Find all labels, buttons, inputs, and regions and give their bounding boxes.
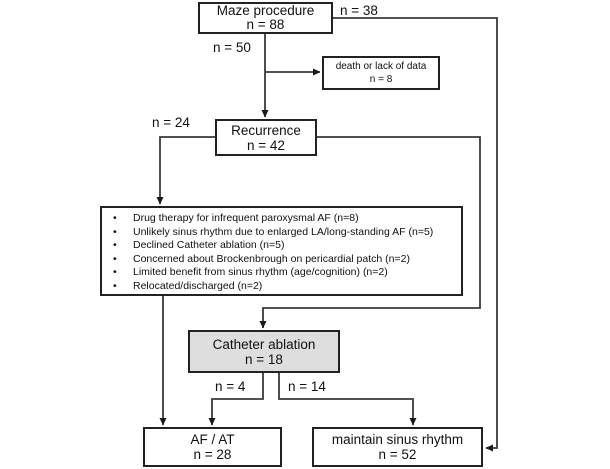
- node-title: Catheter ablation: [212, 336, 316, 352]
- node-recurrence: [215, 119, 317, 156]
- node-title: death or lack of data: [335, 61, 427, 72]
- node-count: n = 52: [378, 447, 417, 462]
- reason-list: [102, 212, 433, 294]
- reason-item: • Concerned about Brockenbrough on pericardial patch (n=2): [102, 253, 433, 267]
- node-title: Maze procedure: [216, 3, 315, 18]
- node-count: n = 18: [245, 351, 283, 367]
- node-maintain-sinus-rhythm: [312, 427, 483, 467]
- edge-label-n14: n = 14: [288, 379, 326, 394]
- node-death-or-lack-of-data: [322, 56, 440, 90]
- edge-label-n24: n = 24: [152, 115, 190, 130]
- edge-label-n4: n = 4: [215, 379, 246, 394]
- edge-recurrence-to-reasons: [160, 137, 215, 204]
- reason-item: • Relocated/discharged (n=2): [102, 280, 433, 294]
- node-count: n = 28: [193, 447, 232, 462]
- node-count: n = 8: [369, 74, 393, 85]
- reason-item: • Unlikely sinus rhythm due to enlarged LA/long-standing AF (n=5): [102, 226, 433, 240]
- node-maze-procedure: [198, 2, 333, 34]
- edge-label-n50: n = 50: [213, 40, 251, 55]
- reason-item: • Declined Catheter ablation (n=5): [102, 239, 433, 253]
- node-title: Recurrence: [231, 122, 301, 138]
- node-title: AF / AT: [190, 432, 235, 447]
- node-title: maintain sinus rhythm: [331, 432, 464, 447]
- node-af-at: [143, 427, 282, 467]
- reason-item: • Drug therapy for infrequent paroxysmal AF (n=8): [102, 212, 433, 226]
- reason-item: • Limited benefit from sinus rhythm (age/cognition) (n=2): [102, 266, 433, 280]
- edge-label-n38: n = 38: [340, 3, 378, 18]
- node-count: n = 42: [247, 137, 285, 153]
- node-exclusion-reasons: [100, 206, 463, 296]
- node-count: n = 88: [246, 17, 285, 32]
- node-catheter-ablation: [188, 330, 340, 373]
